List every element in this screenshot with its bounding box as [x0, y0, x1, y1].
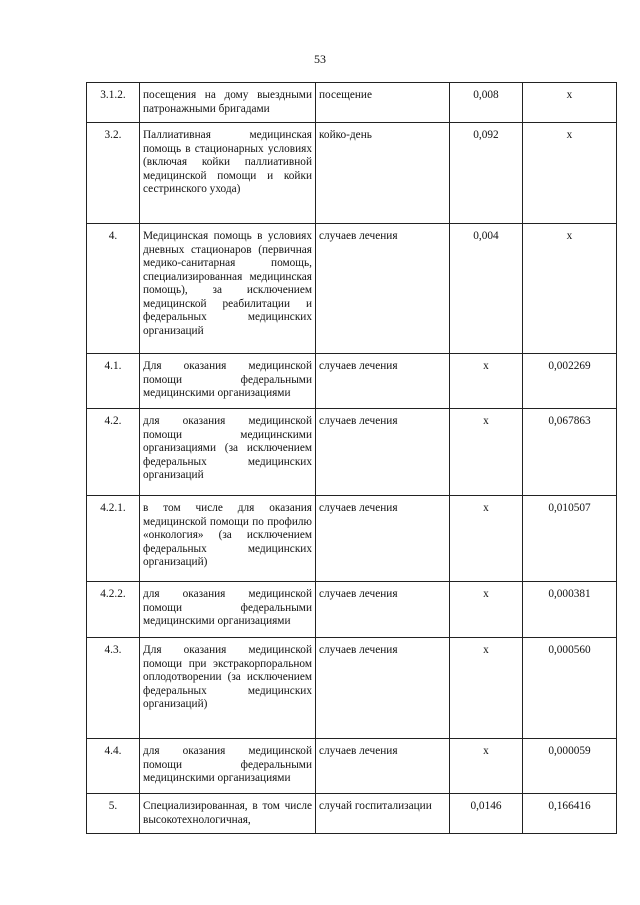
row-norm-value-cell: 0,010507 [523, 496, 617, 582]
table-row [87, 224, 617, 354]
row-unit-cell: койко-день [316, 123, 450, 224]
row-name-cell: посещения на дому выездными патронажными бригадами [140, 83, 316, 123]
table-row [87, 354, 617, 409]
row-number-cell: 4. [87, 224, 140, 354]
row-unit-cell: случаев лечения [316, 224, 450, 354]
row-name-cell: Для оказания медицинской помощи при экстракорпоральном оплодотворении (за исключением федеральных медицинских организаций) [140, 638, 316, 739]
row-unit-cell: случай госпитализации [316, 794, 450, 834]
row-number-cell: 4.2.1. [87, 496, 140, 582]
table-row [87, 638, 617, 739]
row-norm-value-cell: 0,067863 [523, 409, 617, 496]
row-name-cell: Медицинская помощь в условиях дневных стационаров (первичная медико-санитарная помощь, специализированная медицинская помощь), за исключением медицинской реабилитации и федеральных медицинских организаций [140, 224, 316, 354]
row-norm-value-cell: 0,004 [450, 224, 523, 354]
norms-table [86, 82, 617, 834]
row-name-cell: Специализированная, в том числе высокотехнологичная, [140, 794, 316, 834]
row-unit-cell: случаев лечения [316, 739, 450, 794]
row-unit-cell: случаев лечения [316, 354, 450, 409]
row-norm-value-cell: х [450, 409, 523, 496]
row-norm-value-cell: х [450, 496, 523, 582]
row-name-cell: Для оказания медицинской помощи федеральными медицинскими организациями [140, 354, 316, 409]
row-norm-value-cell: 0,000560 [523, 638, 617, 739]
row-number-cell: 4.1. [87, 354, 140, 409]
row-number-cell: 5. [87, 794, 140, 834]
table-row [87, 409, 617, 496]
row-norm-value-cell: 0,0146 [450, 794, 523, 834]
row-unit-cell: случаев лечения [316, 496, 450, 582]
table-row [87, 496, 617, 582]
table-row [87, 123, 617, 224]
row-norm-value-cell: х [523, 83, 617, 123]
row-name-cell: Паллиативная медицинская помощь в стационарных условиях (включая койки паллиативной медицинской помощи и койки сестринского ухода) [140, 123, 316, 224]
row-name-cell: для оказания медицинской помощи федеральными медицинскими организациями [140, 582, 316, 638]
table-row [87, 794, 617, 834]
row-norm-value-cell: х [450, 739, 523, 794]
row-unit-cell: случаев лечения [316, 409, 450, 496]
row-norm-value-cell: 0,008 [450, 83, 523, 123]
row-norm-value-cell: х [523, 224, 617, 354]
row-unit-cell: случаев лечения [316, 638, 450, 739]
row-norm-value-cell: х [450, 638, 523, 739]
row-number-cell: 3.2. [87, 123, 140, 224]
row-unit-cell: случаев лечения [316, 582, 450, 638]
row-norm-value-cell: х [450, 354, 523, 409]
page-number: 53 [314, 52, 326, 66]
row-norm-value-cell: 0,002269 [523, 354, 617, 409]
row-number-cell: 4.2. [87, 409, 140, 496]
row-number-cell: 4.4. [87, 739, 140, 794]
row-norm-value-cell: 0,092 [450, 123, 523, 224]
table-row [87, 582, 617, 638]
row-number-cell: 4.3. [87, 638, 140, 739]
row-norm-value-cell: х [523, 123, 617, 224]
row-norm-value-cell: 0,166416 [523, 794, 617, 834]
row-norm-value-cell: 0,000381 [523, 582, 617, 638]
row-name-cell: в том числе для оказания медицинской помощи по профилю «онкология» (за исключением федеральных медицинских организаций) [140, 496, 316, 582]
row-name-cell: для оказания медицинской помощи федеральными медицинскими организациями [140, 739, 316, 794]
row-norm-value-cell: 0,000059 [523, 739, 617, 794]
row-name-cell: для оказания медицинской помощи медицинскими организациями (за исключением федеральных медицинских организаций [140, 409, 316, 496]
row-number-cell: 4.2.2. [87, 582, 140, 638]
table-row [87, 83, 617, 123]
table-row [87, 739, 617, 794]
row-number-cell: 3.1.2. [87, 83, 140, 123]
row-norm-value-cell: х [450, 582, 523, 638]
row-unit-cell: посещение [316, 83, 450, 123]
